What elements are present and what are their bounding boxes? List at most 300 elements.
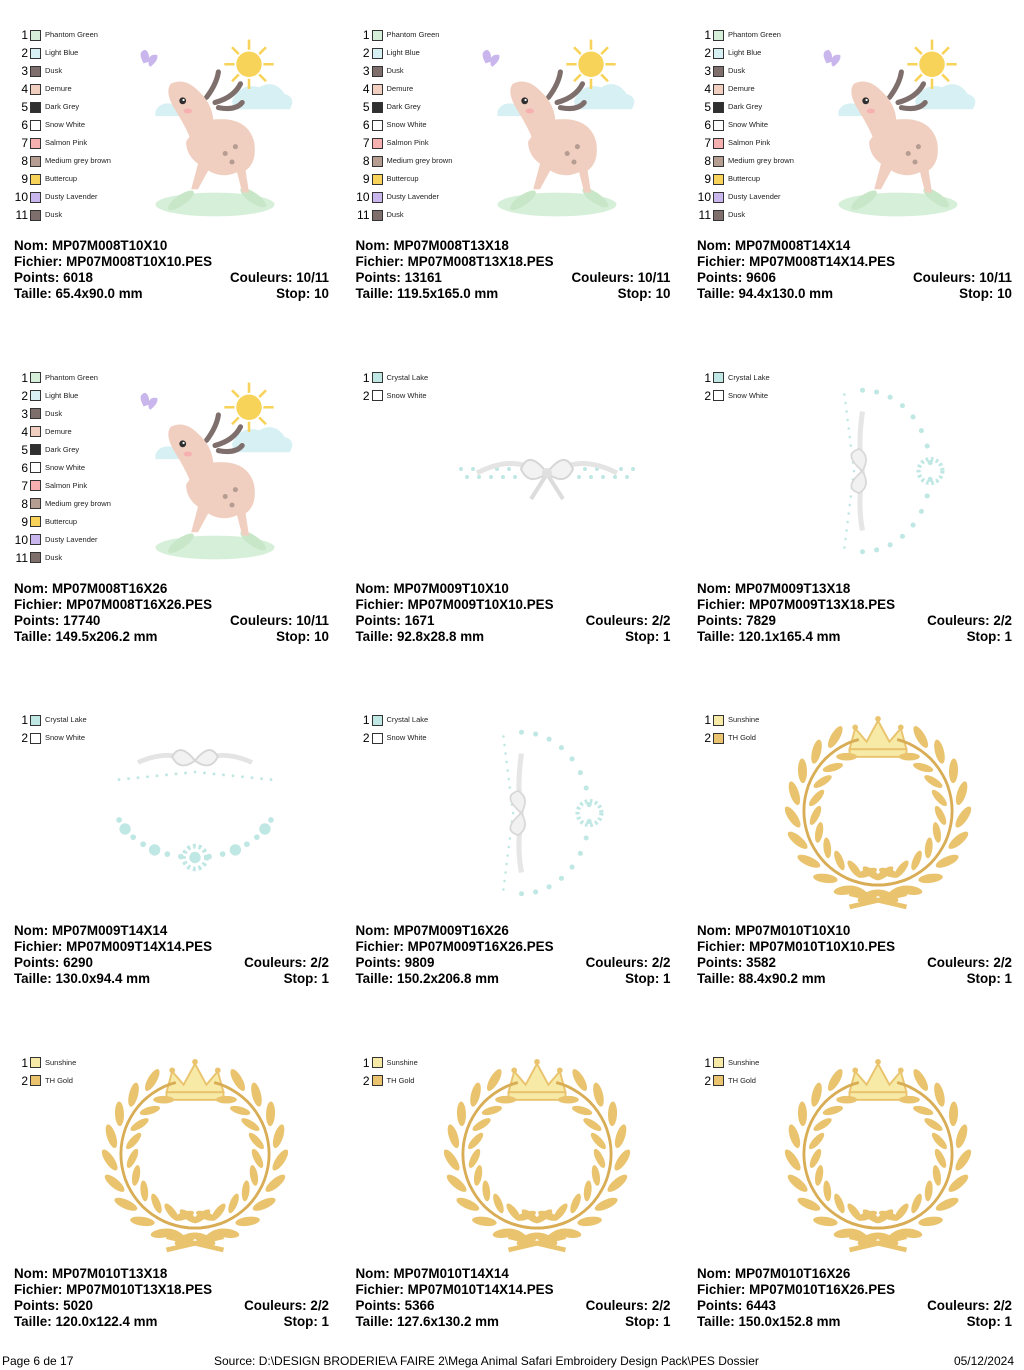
color-index: 1	[362, 28, 370, 42]
color-swatch	[30, 66, 41, 77]
file-name: MP07M009T10X10.PES	[407, 596, 554, 612]
page-footer	[0, 1352, 1024, 1370]
couleurs-label: Couleurs:	[244, 1297, 307, 1313]
design-preview-deer	[130, 28, 300, 228]
color-name: TH Gold	[728, 733, 756, 742]
design-name: MP07M008T10X10	[51, 238, 168, 253]
design-info	[14, 581, 329, 645]
design-preview-floral-frame	[100, 725, 290, 895]
design-card	[0, 1028, 342, 1370]
color-swatch	[30, 390, 41, 401]
color-swatch	[30, 174, 41, 185]
design-size: 92.8x28.8 mm	[396, 628, 485, 644]
legend-item	[12, 80, 142, 98]
color-index: 1	[362, 713, 370, 727]
couleurs-label: Couleurs:	[927, 1297, 990, 1313]
color-name: Phantom Green	[386, 30, 440, 39]
design-card	[0, 343, 342, 685]
points-label: Points:	[14, 955, 60, 970]
stop-label: Stop:	[625, 1313, 660, 1329]
color-index: 10	[697, 190, 711, 204]
color-index: 2	[362, 388, 370, 403]
color-swatch	[713, 715, 724, 726]
color-name: Demure	[45, 426, 72, 436]
color-name: Demure	[45, 84, 72, 93]
legend-item	[354, 62, 484, 80]
color-index: 2	[362, 731, 370, 745]
color-index: 11	[15, 208, 28, 222]
design-card	[683, 343, 1024, 685]
color-swatch	[372, 84, 383, 95]
design-card	[683, 685, 1024, 1027]
taille-label: Taille:	[14, 628, 52, 644]
color-name: TH Gold	[728, 1075, 756, 1085]
color-count: 10/11	[637, 270, 671, 285]
color-name: Buttercup	[386, 174, 419, 183]
color-index: 9	[21, 172, 28, 186]
stop-label: Stop:	[283, 1313, 318, 1329]
color-name: Crystal Lake	[45, 715, 87, 724]
color-count: 2/2	[993, 612, 1012, 628]
points-label: Points:	[14, 270, 60, 285]
legend-item	[12, 170, 142, 188]
color-swatch	[713, 192, 724, 203]
design-preview-floral-d	[803, 371, 973, 571]
color-legend	[695, 26, 825, 224]
color-index: 4	[21, 82, 28, 96]
design-card	[342, 0, 684, 342]
design-info	[356, 238, 671, 302]
nom-label: Nom:	[355, 1265, 390, 1281]
stop-count: 1	[663, 628, 671, 644]
legend-item	[354, 170, 484, 188]
color-name: Salmon Pink	[728, 138, 771, 147]
color-name: Dusk	[386, 210, 404, 219]
design-name: MP07M010T10X10	[734, 923, 851, 938]
color-swatch	[372, 120, 383, 131]
color-name: Snow White	[728, 390, 769, 400]
taille-label: Taille:	[355, 286, 394, 301]
color-swatch	[372, 48, 383, 59]
taille-label: Taille:	[355, 971, 394, 986]
color-swatch	[372, 733, 383, 744]
taille-label: Taille:	[355, 1313, 394, 1329]
color-name: TH Gold	[45, 1075, 73, 1085]
design-size: 150.0x152.8 mm	[738, 1313, 841, 1329]
color-swatch	[713, 156, 724, 167]
color-name: Dusk	[728, 210, 746, 219]
design-preview-bow-line	[447, 373, 647, 573]
color-name: Dusk	[386, 66, 404, 75]
file-name: MP07M010T13X18.PES	[66, 1281, 213, 1297]
stitch-count: 17740	[63, 612, 101, 628]
color-index: 2	[704, 46, 711, 60]
fichier-label: Fichier:	[355, 939, 404, 954]
color-swatch	[30, 444, 41, 455]
points-label: Points:	[355, 612, 401, 628]
color-index: 2	[21, 388, 28, 403]
couleurs-label: Couleurs:	[927, 612, 990, 628]
stop-count: 10	[314, 628, 329, 644]
color-count: 2/2	[310, 1297, 329, 1313]
color-name: Dusk	[45, 408, 63, 418]
color-index: 9	[362, 172, 370, 186]
color-swatch	[713, 1075, 724, 1086]
stitch-count: 6290	[63, 955, 93, 970]
file-name: MP07M009T14X14.PES	[66, 939, 213, 954]
color-index: 1	[362, 1055, 370, 1070]
design-card	[342, 1028, 684, 1370]
color-index: 9	[21, 514, 28, 529]
color-name: Crystal Lake	[386, 715, 429, 724]
stop-count: 1	[663, 971, 671, 986]
fichier-label: Fichier:	[355, 1281, 404, 1297]
couleurs-label: Couleurs:	[927, 955, 990, 970]
legend-item	[695, 206, 825, 224]
color-name: Medium grey brown	[386, 156, 453, 165]
color-swatch	[372, 210, 383, 221]
couleurs-label: Couleurs:	[229, 612, 293, 628]
color-swatch	[372, 192, 383, 203]
nom-label: Nom:	[697, 580, 732, 596]
color-index: 1	[21, 28, 28, 42]
color-swatch	[372, 30, 383, 41]
stop-label: Stop:	[625, 971, 660, 986]
taille-label: Taille:	[697, 628, 735, 644]
color-swatch	[713, 48, 724, 59]
color-name: Snow White	[386, 390, 427, 400]
color-name: TH Gold	[386, 1075, 415, 1085]
color-name: Dusk	[45, 66, 63, 75]
color-swatch	[713, 30, 724, 41]
color-name: Dark Grey	[728, 102, 763, 111]
color-swatch	[372, 102, 383, 113]
legend-item	[12, 134, 142, 152]
design-info	[14, 238, 329, 302]
design-info	[697, 923, 1012, 987]
color-name: Snow White	[45, 120, 86, 129]
color-index: 4	[704, 82, 711, 96]
color-swatch	[30, 1057, 41, 1068]
design-size: 150.2x206.8 mm	[396, 971, 499, 986]
color-swatch	[30, 120, 41, 131]
design-preview-crown-wreath	[100, 1054, 290, 1254]
stitch-count: 6443	[746, 1297, 776, 1313]
color-name: Phantom Green	[45, 30, 98, 39]
stop-label: Stop:	[959, 286, 994, 301]
color-swatch	[30, 426, 41, 437]
legend-item	[12, 62, 142, 80]
color-name: Sunshine	[45, 1057, 77, 1067]
fichier-label: Fichier:	[697, 939, 746, 954]
taille-label: Taille:	[697, 971, 735, 986]
legend-item	[695, 188, 825, 206]
couleurs-label: Couleurs:	[585, 612, 649, 628]
legend-item	[12, 116, 142, 134]
legend-item	[695, 80, 825, 98]
taille-label: Taille:	[697, 1313, 735, 1329]
color-index: 1	[704, 370, 711, 385]
color-swatch	[30, 480, 41, 491]
color-index: 7	[362, 136, 370, 150]
color-index: 2	[21, 1073, 28, 1088]
design-preview-deer	[130, 371, 300, 571]
color-swatch	[372, 66, 383, 77]
nom-label: Nom:	[355, 923, 390, 938]
color-name: Dark Grey	[45, 444, 80, 454]
color-name: Light Blue	[45, 390, 79, 400]
color-name: Dark Grey	[386, 102, 421, 111]
stop-label: Stop:	[276, 628, 311, 644]
color-name: Demure	[728, 84, 755, 93]
color-name: Snow White	[45, 462, 86, 472]
legend-item	[354, 134, 484, 152]
color-legend	[12, 26, 142, 224]
couleurs-label: Couleurs:	[229, 270, 293, 285]
legend-item	[12, 206, 142, 224]
color-swatch	[30, 102, 41, 113]
color-index: 5	[362, 100, 370, 114]
design-size: 65.4x90.0 mm	[55, 286, 143, 301]
nom-label: Nom:	[697, 238, 732, 253]
design-size: 120.1x165.4 mm	[738, 628, 841, 644]
color-name: Medium grey brown	[728, 156, 794, 165]
color-swatch	[372, 138, 383, 149]
color-swatch	[372, 156, 383, 167]
stop-label: Stop:	[617, 286, 652, 301]
legend-item	[12, 369, 142, 387]
nom-label: Nom:	[14, 1265, 49, 1281]
color-name: Dark Grey	[45, 102, 80, 111]
print-date: 05/12/2024	[953, 1354, 1014, 1368]
design-preview-floral-d	[462, 713, 632, 913]
color-count: 2/2	[651, 612, 671, 628]
color-name: Demure	[386, 84, 414, 93]
color-index: 1	[21, 370, 28, 385]
taille-label: Taille:	[355, 628, 394, 644]
couleurs-label: Couleurs:	[912, 270, 976, 285]
color-swatch	[30, 84, 41, 95]
stitch-count: 5366	[404, 1297, 435, 1313]
color-name: Phantom Green	[728, 30, 781, 39]
color-swatch	[372, 174, 383, 185]
color-index: 7	[21, 136, 28, 150]
color-index: 9	[704, 172, 711, 186]
design-name: MP07M009T13X18	[734, 580, 851, 596]
color-swatch	[713, 66, 724, 77]
fichier-label: Fichier:	[14, 596, 63, 612]
points-label: Points:	[355, 955, 401, 970]
legend-item	[695, 62, 825, 80]
stop-count: 1	[321, 1313, 329, 1329]
fichier-label: Fichier:	[697, 254, 746, 269]
legend-item	[12, 549, 142, 567]
design-card	[0, 0, 342, 342]
color-swatch	[713, 138, 724, 149]
color-index: 10	[14, 532, 28, 547]
design-preview-deer	[472, 28, 642, 228]
color-name: Buttercup	[728, 174, 761, 183]
color-name: Light Blue	[45, 48, 79, 57]
legend-item	[354, 98, 484, 116]
color-index: 2	[21, 731, 28, 745]
color-swatch	[713, 1057, 724, 1068]
points-label: Points:	[355, 270, 401, 285]
color-swatch	[30, 1075, 41, 1086]
color-name: Phantom Green	[45, 372, 98, 382]
color-index: 1	[21, 1055, 28, 1070]
stitch-count: 5020	[63, 1297, 93, 1313]
design-info	[14, 1266, 329, 1330]
color-index: 1	[704, 1055, 711, 1070]
color-name: Snow White	[386, 120, 427, 129]
design-info	[14, 923, 329, 987]
legend-item	[12, 423, 142, 441]
color-name: Dusk	[728, 66, 746, 75]
stitch-count: 1671	[404, 612, 435, 628]
nom-label: Nom:	[14, 238, 49, 253]
stop-label: Stop:	[966, 971, 1001, 986]
color-name: Light Blue	[386, 48, 420, 57]
color-count: 2/2	[310, 955, 329, 970]
stop-label: Stop:	[283, 971, 318, 986]
design-preview-crown-wreath	[783, 1054, 973, 1254]
color-name: Dusty Lavender	[45, 192, 98, 201]
color-index: 2	[21, 46, 28, 60]
color-count: 2/2	[651, 955, 671, 970]
design-name: MP07M010T16X26	[734, 1265, 851, 1281]
color-name: Dusk	[45, 210, 63, 219]
file-name: MP07M008T13X18.PES	[407, 254, 554, 269]
color-name: Snow White	[386, 733, 427, 742]
legend-item	[695, 170, 825, 188]
color-name: Sunshine	[386, 1057, 418, 1067]
points-label: Points:	[355, 1297, 401, 1313]
color-swatch	[713, 102, 724, 113]
points-label: Points:	[14, 1297, 60, 1313]
stop-label: Stop:	[966, 1313, 1001, 1329]
legend-item	[354, 206, 484, 224]
design-name: MP07M010T14X14	[393, 1265, 509, 1281]
color-index: 3	[362, 64, 370, 78]
color-name: Snow White	[45, 733, 86, 742]
legend-item	[354, 152, 484, 170]
color-index: 1	[21, 713, 28, 727]
color-name: Dusty Lavender	[386, 192, 440, 201]
design-size: 94.4x130.0 mm	[738, 286, 833, 301]
stop-label: Stop:	[276, 286, 311, 301]
color-index: 11	[698, 208, 711, 222]
color-index: 5	[21, 100, 28, 114]
design-info	[697, 581, 1012, 645]
nom-label: Nom:	[14, 580, 49, 596]
points-label: Points:	[697, 270, 743, 285]
design-name: MP07M008T16X26	[51, 580, 168, 596]
legend-item	[695, 152, 825, 170]
color-swatch	[30, 156, 41, 167]
color-swatch	[30, 733, 41, 744]
color-swatch	[713, 120, 724, 131]
nom-label: Nom:	[697, 1265, 732, 1281]
design-name: MP07M010T13X18	[51, 1265, 168, 1281]
design-name: MP07M009T14X14	[51, 923, 168, 938]
color-swatch	[30, 210, 41, 221]
stop-count: 1	[1004, 971, 1012, 986]
design-size: 127.6x130.2 mm	[396, 1313, 499, 1329]
taille-label: Taille:	[14, 1313, 52, 1329]
color-swatch	[713, 174, 724, 185]
legend-item	[695, 116, 825, 134]
design-info	[356, 923, 671, 987]
fichier-label: Fichier:	[697, 596, 746, 612]
stop-count: 10	[997, 286, 1012, 301]
color-index: 6	[362, 118, 370, 132]
design-preview-crown-wreath	[442, 1054, 632, 1254]
color-count: 10/11	[296, 270, 329, 285]
legend-item	[12, 459, 142, 477]
color-name: Medium grey brown	[45, 498, 111, 508]
color-swatch	[713, 210, 724, 221]
legend-item	[12, 513, 142, 531]
legend-item	[354, 80, 484, 98]
design-info	[697, 238, 1012, 302]
color-name: Crystal Lake	[728, 372, 770, 382]
design-info	[356, 1266, 671, 1330]
color-legend	[354, 26, 484, 224]
color-swatch	[30, 48, 41, 59]
color-name: Dusty Lavender	[45, 534, 98, 544]
color-index: 3	[21, 64, 28, 78]
legend-item	[695, 44, 825, 62]
points-label: Points:	[697, 1297, 743, 1313]
color-index: 2	[362, 46, 370, 60]
color-name: Medium grey brown	[45, 156, 111, 165]
legend-item	[12, 188, 142, 206]
legend-item	[354, 116, 484, 134]
color-index: 2	[704, 731, 711, 745]
couleurs-label: Couleurs:	[571, 270, 634, 285]
color-swatch	[372, 1057, 383, 1068]
stop-count: 1	[1004, 1313, 1012, 1329]
color-index: 1	[362, 370, 370, 385]
legend-item	[354, 26, 484, 44]
stop-label: Stop:	[625, 628, 660, 644]
page-number: Page 6 de 17	[2, 1354, 74, 1368]
color-name: Salmon Pink	[45, 480, 88, 490]
fichier-label: Fichier:	[355, 596, 404, 612]
file-name: MP07M008T16X26.PES	[66, 596, 213, 612]
color-index: 10	[356, 190, 370, 204]
file-name: MP07M009T16X26.PES	[407, 939, 554, 954]
color-swatch	[30, 372, 41, 383]
stop-count: 1	[321, 971, 329, 986]
source-path: Source: D:\DESIGN BRODERIE\A FAIRE 2\Mega Animal Safari Embroidery Design Pack\PES Dossier	[214, 1354, 759, 1368]
design-size: 88.4x90.2 mm	[738, 971, 826, 986]
design-card	[683, 1028, 1024, 1370]
color-swatch	[372, 715, 383, 726]
color-swatch	[372, 390, 383, 401]
legend-item	[12, 152, 142, 170]
color-index: 8	[362, 154, 370, 168]
color-index: 11	[357, 208, 370, 222]
color-index: 5	[21, 442, 28, 457]
couleurs-label: Couleurs:	[585, 1297, 649, 1313]
color-count: 10/11	[979, 270, 1012, 285]
fichier-label: Fichier:	[14, 1281, 63, 1297]
color-index: 8	[21, 496, 28, 511]
color-swatch	[30, 30, 41, 41]
file-name: MP07M008T10X10.PES	[66, 254, 213, 269]
